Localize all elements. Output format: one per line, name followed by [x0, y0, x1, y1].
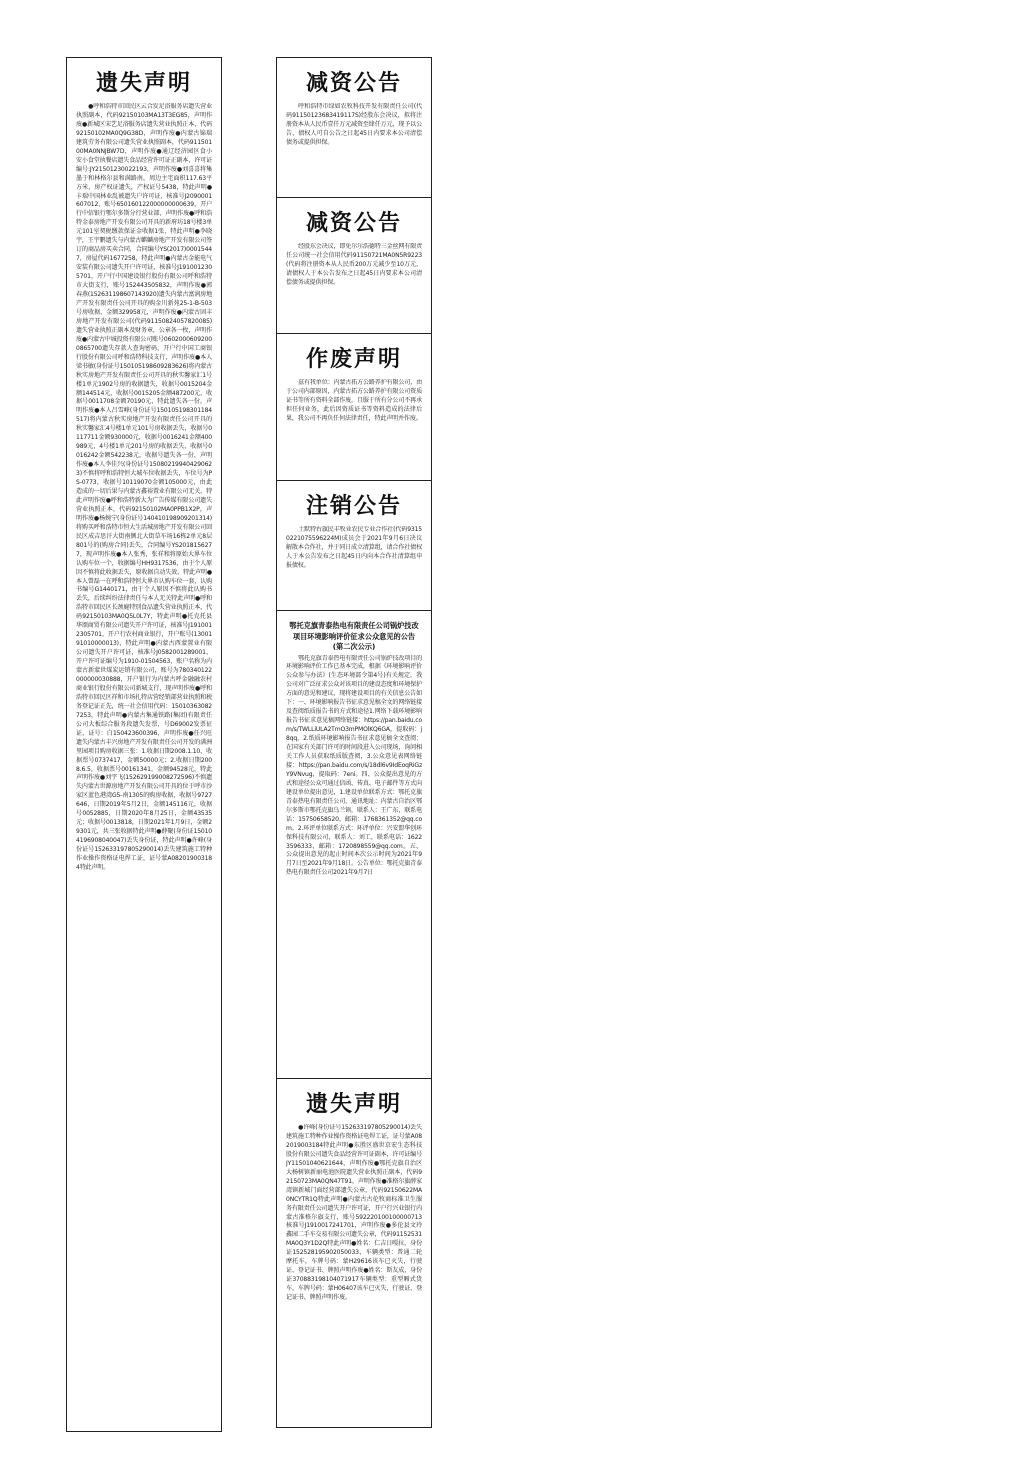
section-body: 呼和浩特市绿如农牧科技开发有限责任公司(代码91150123683419117S)经股东会决议，拟将注册资本从人民币壹仟万元减资至肆仟万元，现予以公告，债权人可自公告之日起45日内要求本公司清偿债务或提供担保。 — [286, 103, 422, 146]
section-title: 减资公告 — [305, 211, 402, 236]
section-body: ●许峰(身份证号152633197805290014)丢失建筑施工特种作业操作资格证电焊工证，证号蒙A082019003184特此声明●东胜区盛世京宏生态科技股份有限公司遗失食品经营许可证副本，许可证编号JY11501040621644，声明作废●鄂托克旗自治区大杨树镇新丽电池医院遗失营业执照正副本，代码92150723MA0QN47T91，声明作废●准格尔旗薛家湾镇新城门面经营部遗失公章，代码92150622MA0NCYTR1Q特此声明●内蒙古古伦牧商标准卫生服务有限责任公司遗失开户许可证，开户行兴业银行内蒙古准格尔旗支行，账号592220100100000713核准号J1910017241701，声明作废●多伦县文玲鑫园二手车交易有限公司遗失公章，代码91152531MA0Q3Y1D2Q特此声明●姓名：仁吉日嘎拉，身份证152528195902050033，车辆类型：普通二轮摩托车，车牌号码：蒙H29616该车已灭失，行驶证、登记证书、牌照声明作废●姓名：斯友成，身份证370883198104071917车辆类型：重型厢式货车，车牌号码：蒙H06407该车已灭失，行驶证、登记证书、牌照声明作废。 — [286, 1124, 422, 1302]
left-column — [66, 57, 222, 1432]
section-body: 土默特右旗民丰牧业农民专业合作社(代码93150221075596224M)成员会于2021年9月6日决议解散本合作社，并于同日成立清算组，请合作社债权人于本公告发布之日起45日内向本合作社清算组申报债权。 — [286, 526, 422, 569]
section-title: 遗失声明 — [95, 71, 192, 96]
section-body: 兹有我单位：内蒙古拓方公路养护有限公司，由于公司内部原因，内蒙古拓方公路养护有限公司资质证书等所有资料全部作废，且服于所有分公司不再承担任何业务，此后因资质证书等资料造成的法律后果，我公司不再负任何法律责任，特此声明并作废。 — [286, 379, 422, 422]
section-title: 减资公告 — [305, 71, 402, 96]
section-title: 遗失声明 — [305, 1092, 402, 1117]
section-title: 作废声明 — [305, 347, 402, 372]
section-body: ●呼和浩特市回民区云合发足浴服务店遗失营业执照副本，代码92150103MA13T3EG85，声明作废●新城区宋艺足浴服务店遗失营业执照正本，代码92150102MA0Q9G38D，声明作废●内蒙古锦瑞建筑劳务有限公司遗失营业执照副本，代码91150100MA0NNJBW7D，声明作废●通辽经济园区食小安小食堂执餐店遗失食品经营许可证正副本，许可证编号:JY21501230022193，声明作废●刘喜喜将集墨于和林格尔县和满路南，周边主宅面积117.63平方米，房产权证遗失，产权证号5438，特此声明●卡瑞中国林业乱被遗失户许可证，核准号J2090001607012，账号650160122000000000639，开户行中信银行鄂尔多斯分行营业部，声明作废●呼和浩特金泰房地产开发有限公司开具的新府坊18号楼3单元101室契税缴款保证金收据1张，特此声明●李晓宇，王宇鹏遗失与内蒙古麒麟房地产开发有限公司签订的商品房买卖合同，合同编号YS(2017)00015447，房屋代码1677258，特此声明●内蒙古金能电气安装有限公司遗失开户许可证，核准号J1910012305701，开户行中国建设银行股份有限公司呼和浩特市大街支行，账号152443505832，声明作废●郭春燕(152631198607143920)遗失内蒙古富润房地产开发有限责任公司开具的购金川新苑25-1-B-503号房收据，金额329958元，声明作废●内蒙古固丰房地产开发有限公司(代码91150824057820085)遗失营业执照正副本及财务章，公章各一枚，声明作废●内蒙古中城投资有限公司账号06020006092000865700遗失存款人查询密码，开户行中国工商银行股份有限公司呼和浩特科技支行，声明作废●本人梁书敏(身份证号150105198609283626)将内蒙古秋实房地产开发有限责任公司开具的秋实馨家汇1号楼1单元1902号房的收据遗失，收据号0015204金额144514元，收据号0015205金额487200元，收据号0011708金额70190元，特此遗失各一份，声明作废●本人吕雪峰(身份证号150105198301184517)将内蒙古秋实房地产开发有限责任公司开具的秋实馨家汇4号楼1单元101号房收据丢失，收据号0117711金额930000元，收据号0016241金额400989元，4号楼1单元201号房的收据丢失，收据号0016242金额542238元，收据号遗失各一份，声明作废●本人李佳兴(身份证号150802199404290623)不慎将呼和浩特恒大城车位收据丢失，车位号为PS-0773，收据号10119070金额105000元，由此造成的一切后果与内蒙古鑫裕置业有限公司无关，特此声明作废●呼和浩特新大为广告传媒有限公司遗失营业执照正本，代码92150102MA0PPB1X2P，声明作废●杨婉宁(身份证号140410198909201314)将购买呼和浩特市恒大生活城房地产开发有限公司回民区成吉思汗大街南侧北大街草车场16栋2单元8层801号的(购房合同)丢失，合同编号YS2018156277，现声明作废●本人张秀，张祥和将原始大界车位认购车位一个，收据编号HH9317536，由于个人原因不慎将此收据丢失，原收据自动失效，特此声明●本人曾磊一在呼和浩特恒大界市认购车位一套，认购书编号G1440171，由于个人原因不慎将此认购书丢失，后续纠纷法律责任与本人无关特此声明●呼和浩特市回民区长颈鹿特别食品遗失营业执照正本，代码92150103MA0Q5L0L7Y，特此声明●托克托县华颂商贸有限公司遗失开户许可证，核准号J1910012305701，开户行农村商业银行，开户账号(1300191010000013)，特此声明●内蒙古西蒙置业有限公司遗失开户许可证，核准号J0582001289001，开户许可证编号为1910-01504563，账户名称为内蒙古新蒙世煤炭运销有限公司，账号为780340122000000030888，开户银行为内蒙古呼金融融农村商业银行股份有限公司新城支行，现声明作废●呼和浩特市回民区祥和市场扎特店营经销部营业执照和税务登记证正先，统一社会信用代码：150103630827253，特此声明●内蒙古集通铁路(集团)有限责任公司大板综合服务段遗失发票，号D69002发票征证，证号：白150423600396，声明作废●任兴旺遗失内蒙古丰兴房地产开发有限责任公司开发的满洲里园项目购房收据三张：1.收据日期2008.1.10，收据票号0737417，金额50000元；2.收据日期2008.6.5，收据票号00161341，金额94528元，特此声明作废●刘宇飞(152629199008272596)不慎遗失内蒙古世源房地产开发有限公司开具的位于呼市沙家区蓝色港湾G5-南1305的购房收据，收据号9727646，日期2019年5月2日，金额145116元，收据号0052885，日期2020年8月25日，金额43535元；收据号0013818，日期2021年1月9日，金额29301元，共三张收据特此声明●薛聚(身份证150104196908040047)丢失身份证，特此声明●许峰(身份证号152633197805290014)丢失建筑施工特种作业操作资格证电焊工证，证号蒙A082019003184特此声明。 — [76, 103, 212, 872]
notice-environmental-assessment — [277, 611, 431, 1079]
section-body: 经股东会决议，即免尔尔浩德特三金丝网有限责任公司统一社会信用代码91150721MA0N5R9223(代码将注册资本从人民币200万元减少至10万元，请债权人于本公告发布之日起45日内要求本公司清偿债务或提供担保。 — [286, 243, 422, 286]
notice-lost-items — [277, 1079, 431, 1427]
section-body: 鄂托克旗青泰热电有限责任公司锅炉技改项目的环境影响评价工作已基本完成，根据《环境影响评价公众参与办法》(生态环境部令第4号)有关规定，我公司对广泛征求公众对该项目的建设态度和环境保护方面的意见和建议，现将建设项目的有关信息公告如下：一、环境影响报告书征求意见稿全文的网络链接及查阅纸质报告书的方式和途径1.网络下载环境影响报告书征求意见稿网络链接：https://pan.baidu.com/s/TWLLiULA2TmO3mPMOlKQ6GA，提取码：j8qq，2.纸质环境影响报告书征求意见稿全文查阅：在国家有关部门许可的时间段进入公司现场，询问相关工作人员获取纸质版查阅，3.公众意见表网络链接：https://pan.baidu.com/s/18dl6v9IdEoqRiGzY9VNvug，提取码：7eni。四、公众提出意见的方式和途径公众可通过信函、传真、电子邮件等方式向建设单位提出意见，1.建设单位联系方式：鄂托克旗青泰热电有限责任公司，通讯地址：内蒙古自治区鄂尔多斯市鄂托克旗乌兰镇，联系人：王广东，联系电话：15750658520，邮箱：1768361352@qq.com。2.环评单位联系方式：环评单位：兴安盟华创环保科技有限公司，联系人：刘工，联系电话：16223596333，邮箱：1720898559@qq.com。五、公众提出意见的起止时间本次公示时间为2021年9月7日至2021年9月18日。公告单位：鄂托克旗青泰热电有限责任公司2021年9月7日 — [286, 654, 422, 877]
section-subtitle: 鄂托克旗青泰热电有限责任公司锅炉技改项目环境影响评价征求公众意见的公告(第二次公示) — [289, 621, 419, 651]
section-title: 注销公告 — [305, 494, 402, 519]
notice-void — [277, 334, 431, 481]
right-column — [276, 57, 432, 1428]
notice-capital-reduction-1 — [277, 58, 431, 198]
notice-capital-reduction-2 — [277, 198, 431, 334]
notice-deregistration — [277, 481, 431, 611]
